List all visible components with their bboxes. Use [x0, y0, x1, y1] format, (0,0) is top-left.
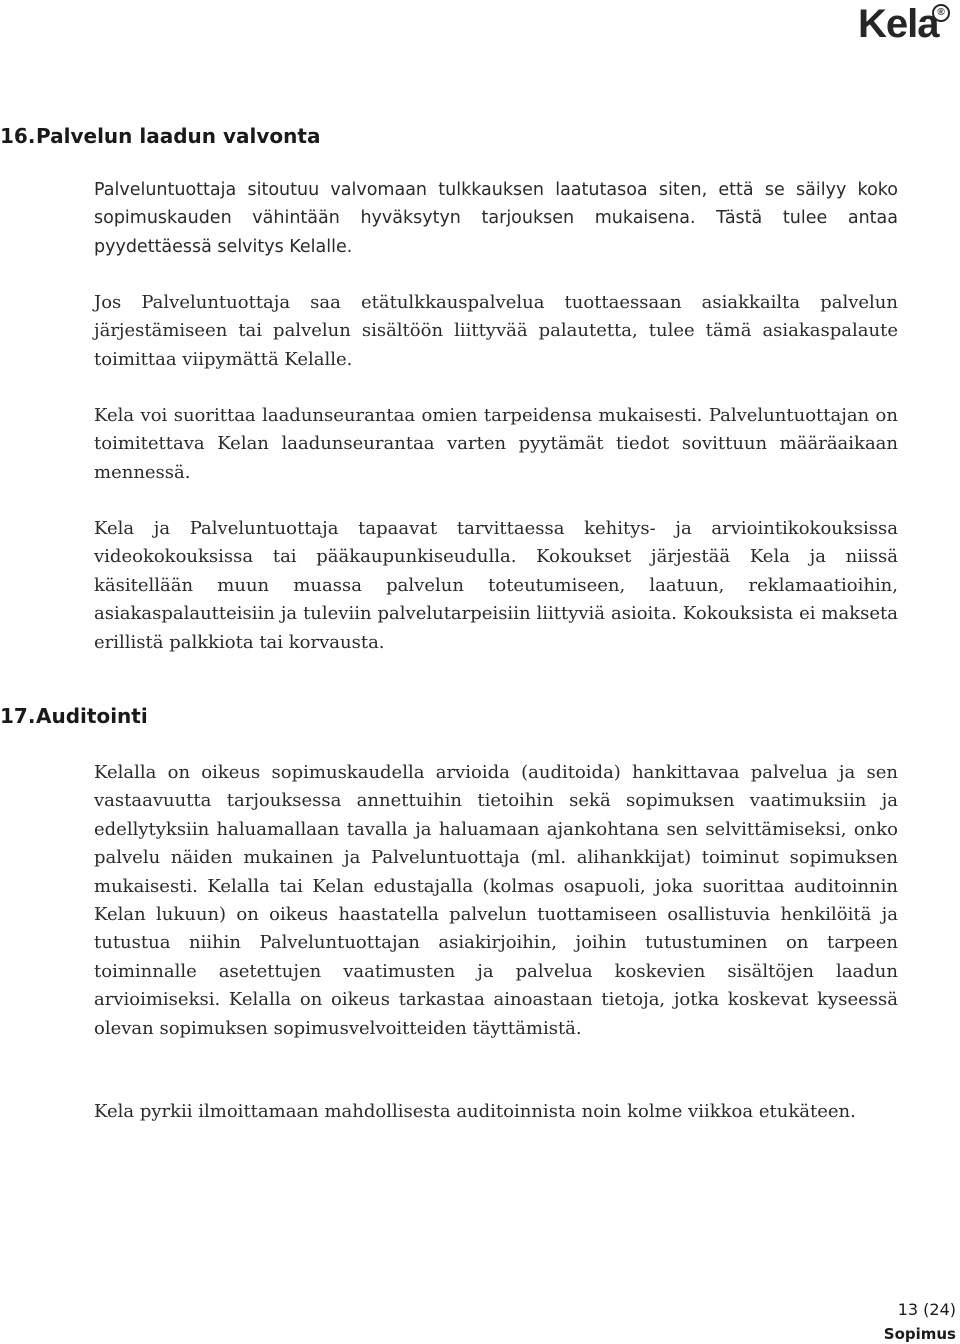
paragraph: Kela pyrkii ilmoittamaan mahdollisesta auditoinnista noin kolme viikkoa etukäteen. — [94, 1101, 856, 1122]
document-type: Sopimus — [883, 1325, 956, 1343]
paragraph: Kela ja Palveluntuottaja tapaavat tarvittaessa kehitys- ja arviointikokouksissa videokokouksissa tai pääkaupunkiseudulla. Kokoukset järjestää Kela ja niissä käsitellään muun muassa palvelun toteutumiseen, laatuun, reklamaatioihin, asiakaspalautteisiin ja tuleviin palvelutarpeisiin liittyviä asioita. Kokouksista ei makseta erillistä palkkiota tai korvausta. — [94, 518, 898, 653]
section-heading-16 — [0, 124, 320, 148]
page-number: 13 (24) — [897, 1300, 956, 1319]
logo-text: Kela — [858, 2, 939, 46]
section-heading-17 — [0, 704, 148, 728]
paragraph: Palveluntuottaja sitoutuu valvomaan tulkkauksen laatutasoa siten, että se säilyy koko sopimuskauden vähintään hyväksytyn tarjouksen mukaisena. Tästä tulee antaa pyydettäessä selvitys Kelalle. — [94, 180, 898, 257]
paragraph: Jos Palveluntuottaja saa etätulkkauspalvelua tuottaessaan asiakkailta palvelun järjestämiseen tai palvelun sisältöön liittyvää palautetta, tulee tämä asiakaspalaute toimittaa viipymättä Kelalle. — [94, 292, 898, 370]
section-number: 17. — [0, 704, 36, 728]
paragraph: Kela voi suorittaa laadunseurantaa omien tarpeidensa mukaisesti. Palveluntuottajan on toimitettava Kelan laadunseurantaa varten pyytämät tiedot sovittuun määräaikaan mennessä. — [94, 405, 898, 483]
paragraph: Kelalla on oikeus sopimuskaudella arvioida (auditoida) hankittavaa palvelua ja sen vastaavuutta tarjouksessa annettuihin tietoihin sekä sopimuksen vaatimuksiin ja edellytyksiin haluamallaan tavalla ja haluamaan ajankohtana sen selvittämiseksi, onko palvelu näiden mukainen ja Palveluntuottaja (ml. alihankkijat) toiminut sopimuksen mukaisesti. Kelalla tai Kelan edustajalla (kolmas osapuoli, joka suorittaa auditoinnin Kelan lukuun) on oikeus haastatella palvelun tuottamiseen osallistuvia henkilöitä ja tutustua niihin Palveluntuottajan asiakirjoihin, joihin tutustuminen on tarpeen toiminnalle asetettujen vaatimusten ja palvelua koskevien sisältöjen laadun arvioimiseksi. Kelalla on oikeus tarkastaa ainoastaan tietoja, jotka koskevat kyseessä olevan sopimuksen sopimusvelvoitteiden täyttämistä. — [94, 762, 898, 1039]
section-number: 16. — [0, 124, 36, 148]
registered-mark-icon: ® — [932, 4, 950, 22]
section-title: Auditointi — [36, 704, 148, 728]
kela-logo — [858, 0, 954, 48]
section-title: Palvelun laadun valvonta — [36, 124, 321, 148]
